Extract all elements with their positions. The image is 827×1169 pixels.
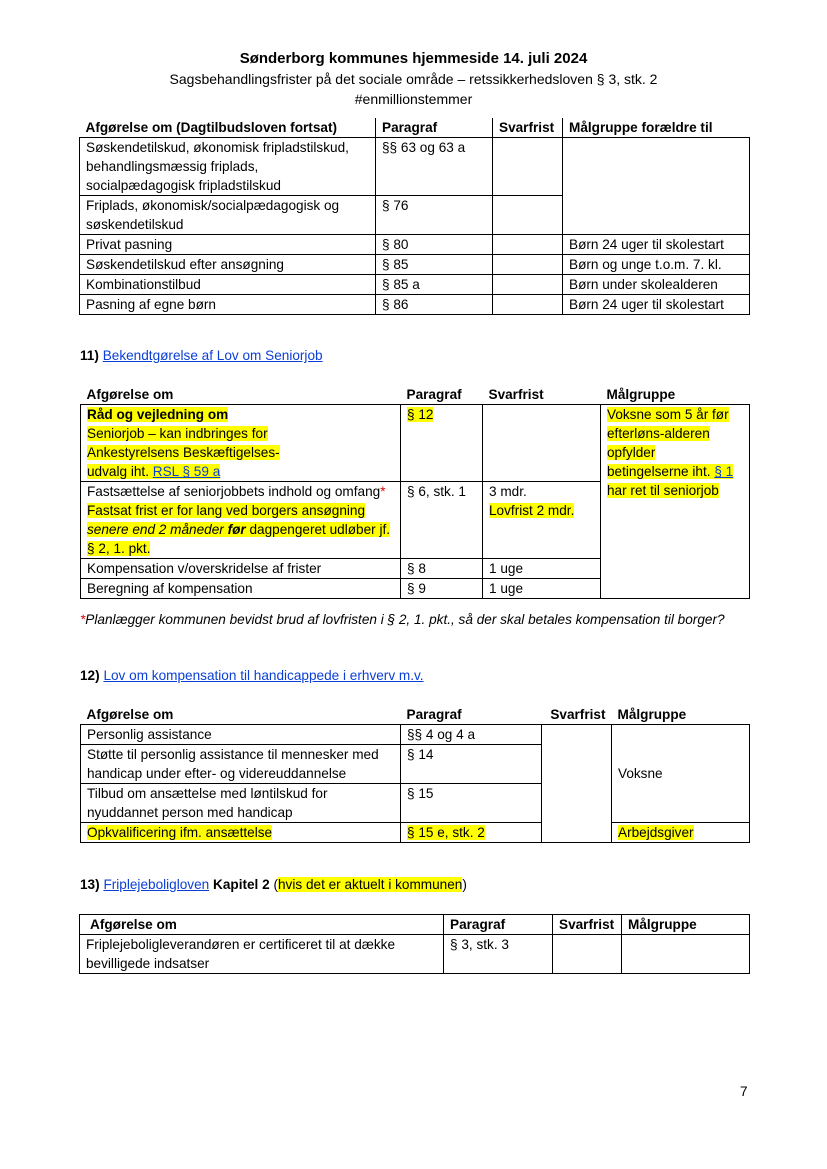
link-seniorjob-law[interactable]: Bekendtgørelse af Lov om Seniorjob: [102, 348, 323, 363]
link-friplejebolig-law[interactable]: Friplejeboligloven: [103, 877, 210, 892]
table-header: [80, 118, 750, 138]
table-row: Søskendetilskud efter ansøgning § 85 Børn og unge t.o.m. 7. kl.: [80, 255, 750, 275]
table-handicap: [80, 705, 750, 843]
page-subtitle: Sagsbehandlingsfrister på det sociale område – retssikkerhedsloven § 3, stk. 2: [169, 71, 658, 87]
cell-paragraf: §§ 63 og 63 a: [376, 138, 493, 196]
table-row: Friplejeboligleverandøren er certificeret til at dække bevilligede indsatser § 3, stk. 3: [80, 935, 750, 974]
cell-malgruppe: [563, 138, 750, 235]
table-header: Afgørelse om Paragraf Svarfrist Målgruppe: [81, 385, 750, 405]
footnote: *Planlægger kommunen bevidst brud af lovfristen i § 2, 1. pkt., så der skal betales kompensation til borger?: [80, 612, 725, 627]
table-friplejebolig: [79, 914, 750, 974]
page-number: 7: [740, 1084, 748, 1099]
table-row: Kombinationstilbud § 85 a Børn under skolealderen: [80, 275, 750, 295]
cell-malgruppe: Voksne som 5 år før efterløns-alderen opfylder betingelserne iht. § 1 har ret til seniorjob: [601, 405, 750, 599]
cell-svarfrist: [493, 138, 563, 196]
col-malgruppe: Målgruppe forældre til: [563, 118, 750, 138]
section-13-heading: 13) Friplejeboligloven Kapitel 2 (hvis det er aktuelt i kommunen): [80, 877, 467, 892]
link-handicap-law[interactable]: Lov om kompensation til handicappede i erhverv m.v.: [103, 668, 424, 683]
table-header: Afgørelse om Paragraf Svarfrist Målgruppe: [81, 705, 750, 725]
table-row: Opkvalificering ifm. ansættelse § 15 e, stk. 2 Arbejdsgiver: [81, 823, 750, 843]
link-rsl-59a[interactable]: RSL § 59 a: [152, 464, 221, 479]
page-title: Sønderborg kommunes hjemmeside 14. juli 2024: [239, 50, 588, 67]
cell-afgorelse: Søskendetilskud, økonomisk fripladstilskud, behandlingsmæssig friplads, socialpædagogisk fripladstilskud: [80, 138, 376, 196]
table-header: Afgørelse om Paragraf Svarfrist Målgruppe: [80, 915, 750, 935]
table-row: Støtte til personlig assistance til mennesker med handicap under efter- og videreuddannelse § 14: [81, 745, 750, 784]
table-row: Fastsættelse af seniorjobbets indhold og omfang* Fastsat frist er for lang ved borgers ansøgning senere end 2 måneder før dagpengeret udløber jf. § 2, 1. pkt. § 6, stk. 1 3 mdr. Lovfrist 2 mdr.: [81, 482, 750, 559]
table-row: Råd og vejledning om Seniorjob – kan indbringes for Ankestyrelsens Beskæftigelses- udvalg iht. RSL § 59 a § 12 Voksne som 5 år før efterløns-alderen opfylder betingelserne iht. § 1 har ret til seniorjob: [81, 405, 750, 482]
cell-paragraf: § 76: [376, 196, 493, 235]
col-afgorelse: Afgørelse om (Dagtilbudsloven fortsat): [85, 120, 338, 135]
table-row: Privat pasning § 80 Børn 24 uger til skolestart: [80, 235, 750, 255]
table-seniorjob: [80, 385, 750, 599]
link-paragraph-1[interactable]: § 1: [714, 464, 734, 479]
table-row: Personlig assistance §§ 4 og 4 a Voksne: [81, 725, 750, 745]
hashtag: #enmillionstemmer: [354, 91, 473, 107]
col-svarfrist: Svarfrist: [493, 118, 563, 138]
section-12-heading: 12) Lov om kompensation til handicappede i erhverv m.v.: [80, 668, 424, 683]
table-row: Kompensation v/overskridelse af frister § 8 1 uge: [81, 559, 750, 579]
col-paragraf: Paragraf: [376, 118, 493, 138]
cell-afgorelse: Råd og vejledning om Seniorjob – kan indbringes for Ankestyrelsens Beskæftigelses- udvalg iht. RSL § 59 a: [81, 405, 401, 482]
section-11-heading: 11) Bekendtgørelse af Lov om Seniorjob: [80, 348, 323, 363]
table-row: Beregning af kompensation § 9 1 uge: [81, 579, 750, 599]
cell-svarfrist: [493, 196, 563, 235]
table-row: Pasning af egne børn § 86 Børn 24 uger til skolestart: [80, 295, 750, 315]
table-dagtilbudsloven: [79, 118, 750, 315]
table-row: Tilbud om ansættelse med løntilskud for nyuddannet person med handicap § 15: [81, 784, 750, 823]
table-row: [80, 138, 750, 196]
cell-afgorelse: Friplads, økonomisk/socialpædagogisk og søskendetilskud: [80, 196, 376, 235]
cell-malgruppe: Voksne: [612, 725, 750, 823]
